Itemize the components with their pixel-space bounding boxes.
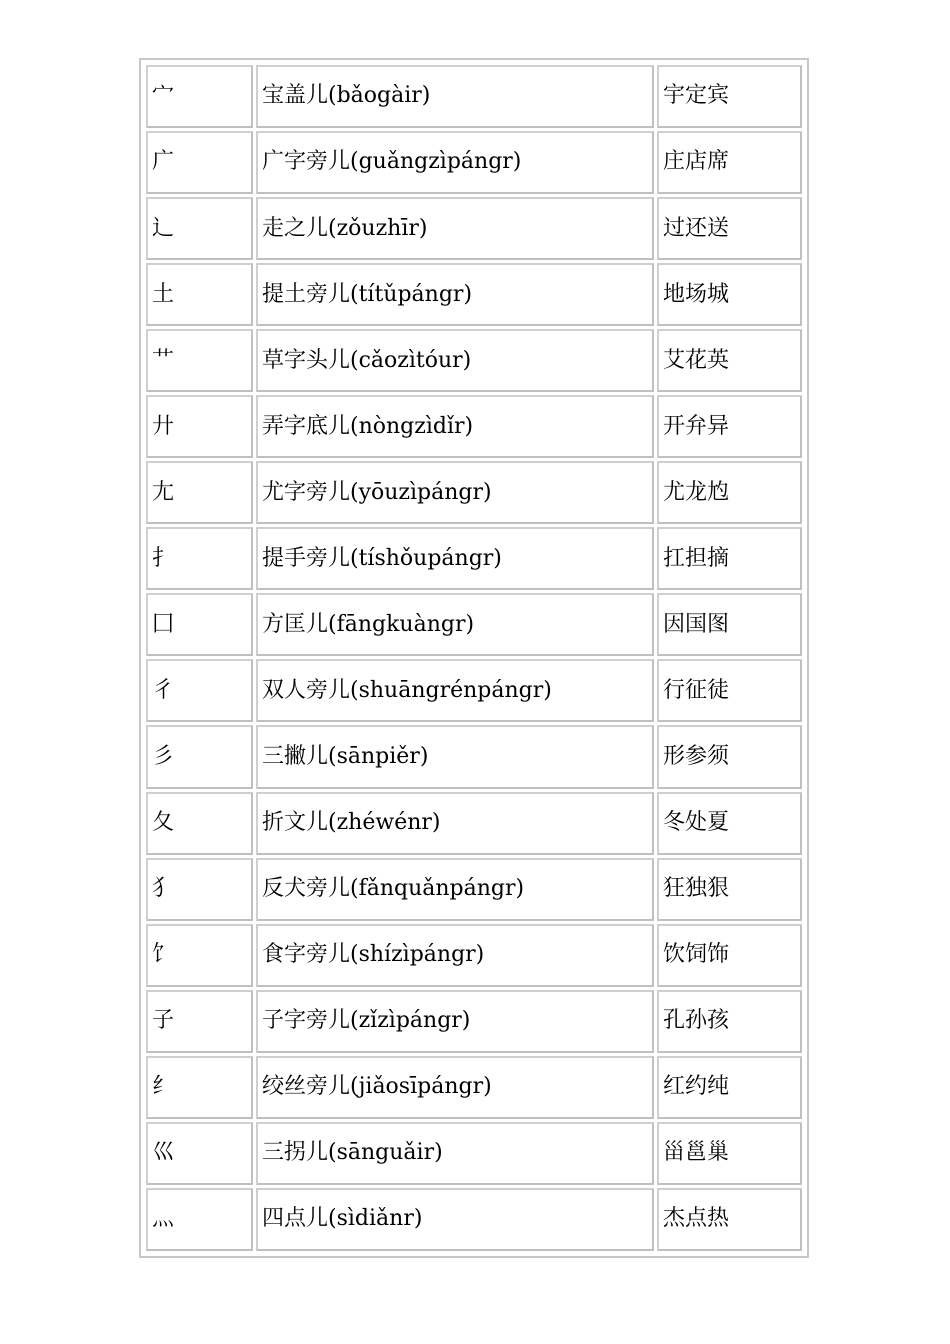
example-characters-cell: 开弁异	[657, 395, 802, 458]
example-characters-cell: 甾邕巢	[657, 1122, 802, 1185]
table-row	[146, 990, 802, 1053]
table-row	[146, 395, 802, 458]
radical-cell: 土	[146, 263, 253, 326]
radical-name-cell: 草字头儿(cǎozìtóur)	[256, 329, 654, 392]
radical-name-cell: 方匡儿(fāngkuàngr)	[256, 593, 654, 656]
example-characters-cell: 冬处夏	[657, 792, 802, 855]
radical-cell: 宀	[146, 65, 253, 128]
radical-name-cell: 宝盖儿(bǎogàir)	[256, 65, 654, 128]
radical-name-cell: 提手旁儿(tíshǒupángr)	[256, 527, 654, 590]
radical-table	[143, 62, 805, 1254]
radical-name-cell: 反犬旁儿(fǎnquǎnpángr)	[256, 858, 654, 921]
radical-cell: 饣	[146, 924, 253, 987]
example-characters-cell: 地场城	[657, 263, 802, 326]
example-characters-cell: 饮饲饰	[657, 924, 802, 987]
table-row	[146, 792, 802, 855]
table-row	[146, 65, 802, 128]
table-row	[146, 263, 802, 326]
example-characters-cell: 过还送	[657, 197, 802, 260]
radical-name-cell: 子字旁儿(zǐzìpángr)	[256, 990, 654, 1053]
radical-cell: 巛	[146, 1122, 253, 1185]
table-row	[146, 197, 802, 260]
radical-cell: 扌	[146, 527, 253, 590]
example-characters-cell: 狂独狠	[657, 858, 802, 921]
radical-name-cell: 三撇儿(sānpiěr)	[256, 725, 654, 788]
radical-name-cell: 食字旁儿(shízìpángr)	[256, 924, 654, 987]
radical-name-cell: 广字旁儿(guǎngzìpángr)	[256, 131, 654, 194]
table-row	[146, 725, 802, 788]
example-characters-cell: 艾花英	[657, 329, 802, 392]
example-characters-cell: 行征徒	[657, 659, 802, 722]
table-row	[146, 131, 802, 194]
table-row	[146, 461, 802, 524]
radical-cell: 犭	[146, 858, 253, 921]
radical-name-cell: 提土旁儿(títǔpángr)	[256, 263, 654, 326]
radical-cell: 囗	[146, 593, 253, 656]
radical-cell: 廾	[146, 395, 253, 458]
radical-cell: 广	[146, 131, 253, 194]
radical-table-frame	[139, 58, 809, 1258]
table-row	[146, 593, 802, 656]
radical-cell: 艹	[146, 329, 253, 392]
radical-cell: 彡	[146, 725, 253, 788]
table-row	[146, 659, 802, 722]
table-row	[146, 329, 802, 392]
table-row	[146, 858, 802, 921]
example-characters-cell: 扛担摘	[657, 527, 802, 590]
example-characters-cell: 形参须	[657, 725, 802, 788]
example-characters-cell: 尤龙尥	[657, 461, 802, 524]
table-row	[146, 1122, 802, 1185]
radical-cell: 灬	[146, 1188, 253, 1251]
radical-cell: 纟	[146, 1056, 253, 1119]
radical-name-cell: 三拐儿(sānguǎir)	[256, 1122, 654, 1185]
table-row	[146, 1188, 802, 1251]
radical-table-body	[146, 65, 802, 1251]
table-row	[146, 527, 802, 590]
radical-cell: 辶	[146, 197, 253, 260]
radical-name-cell: 走之儿(zǒuzhīr)	[256, 197, 654, 260]
example-characters-cell: 孔孙孩	[657, 990, 802, 1053]
example-characters-cell: 宇定宾	[657, 65, 802, 128]
radical-cell: 子	[146, 990, 253, 1053]
example-characters-cell: 因国图	[657, 593, 802, 656]
radical-cell: 夂	[146, 792, 253, 855]
table-row	[146, 924, 802, 987]
radical-cell: 尢	[146, 461, 253, 524]
radical-name-cell: 折文儿(zhéwénr)	[256, 792, 654, 855]
radical-name-cell: 双人旁儿(shuāngrénpángr)	[256, 659, 654, 722]
radical-cell: 彳	[146, 659, 253, 722]
example-characters-cell: 杰点热	[657, 1188, 802, 1251]
table-row	[146, 1056, 802, 1119]
radical-name-cell: 绞丝旁儿(jiǎosīpángr)	[256, 1056, 654, 1119]
radical-name-cell: 弄字底儿(nòngzìdǐr)	[256, 395, 654, 458]
example-characters-cell: 庄店席	[657, 131, 802, 194]
radical-name-cell: 尤字旁儿(yōuzìpángr)	[256, 461, 654, 524]
example-characters-cell: 红约纯	[657, 1056, 802, 1119]
radical-name-cell: 四点儿(sìdiǎnr)	[256, 1188, 654, 1251]
